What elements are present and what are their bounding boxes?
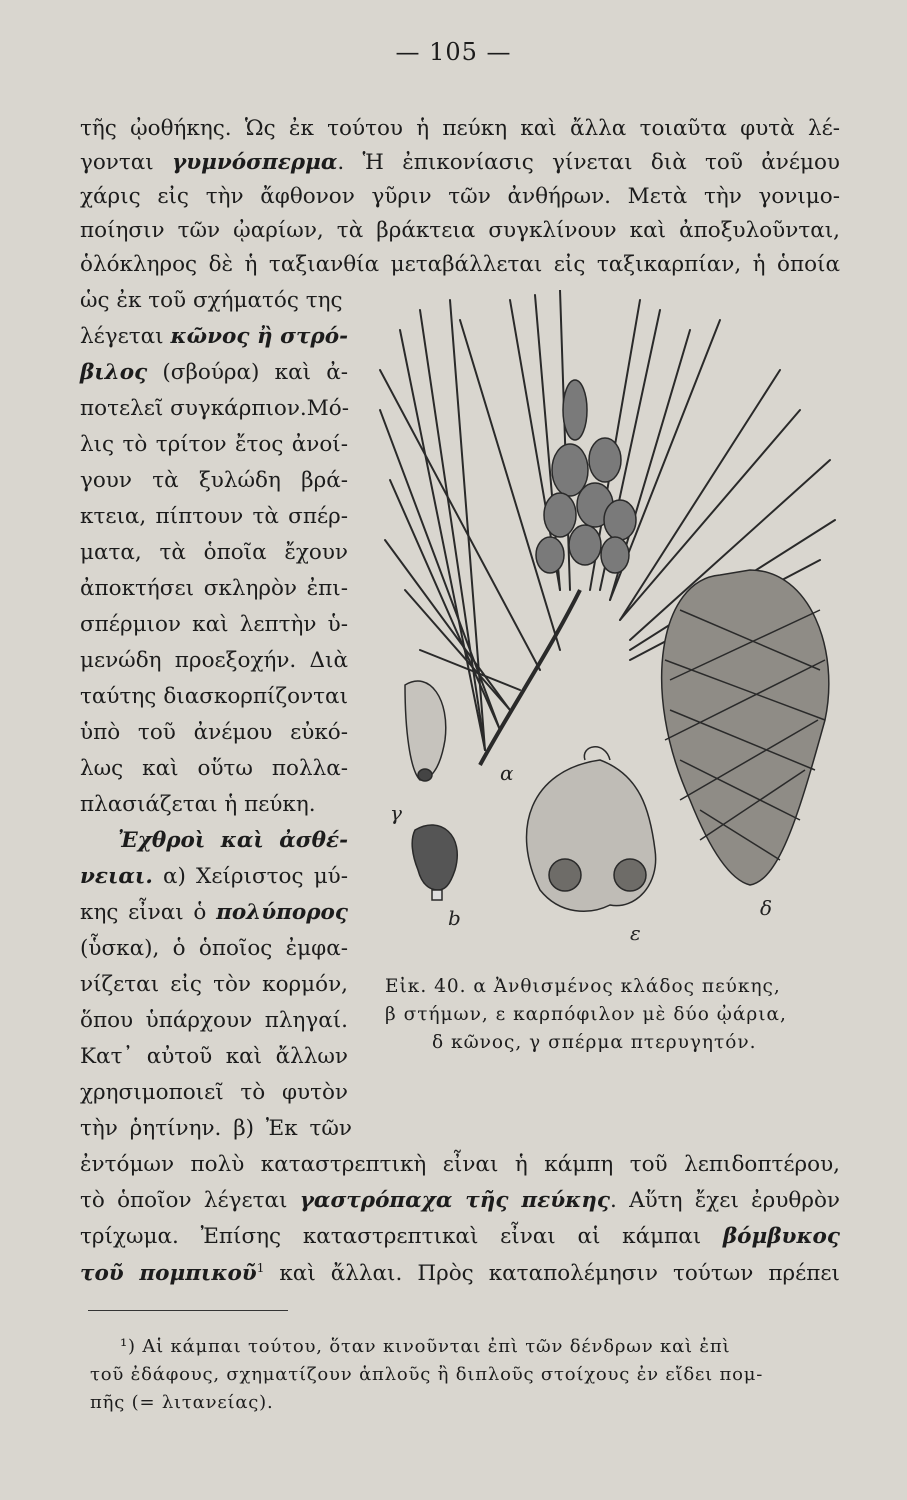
figure-label-g: γ <box>390 801 402 825</box>
body-line-11: γουν τὰ ξυλώδη βρά- <box>80 468 348 493</box>
body-line-27: Κατ᾽ αὐτοῦ καὶ ἄλλων <box>80 1044 348 1069</box>
pine-illustration <box>360 290 850 960</box>
term-pompikou: τοῦ πομπικοῦ <box>80 1261 257 1287</box>
term-bombykos: βόμβυκος <box>722 1224 840 1249</box>
term-polyporos: πολύπορος <box>216 900 348 925</box>
body-line-28: χρησιμοποιεῖ τὸ φυτὸν <box>80 1080 348 1105</box>
body-line-18: ὑπὸ τοῦ ἀνέμου εὐκό- <box>80 720 348 745</box>
figure-caption-line-1: Εἰκ. 40. α Ἀνθισμένος κλάδος πεύκης, <box>385 976 781 997</box>
body-line-7: λέγεται κῶνος ἢ στρό- <box>80 324 348 349</box>
body-line-33: τοῦ πομπικοῦ$^1$ καὶ ἄλλαι. Πρὸς καταπολέμησιν τούτων πρέπει <box>80 1261 840 1287</box>
section-heading-enemies: Ἐχθροὶ καὶ ἀσθέ- <box>118 828 348 853</box>
body-line-31: τὸ ὁποῖον λέγεται γαστρόπαχα τῆς πεύκης. Αὕτη ἔχει ἐρυθρὸν <box>80 1188 840 1213</box>
term-gymnosperma: γυμνόσπερμα <box>172 150 338 175</box>
body-line-10: λις τὸ τρίτον ἔτος ἀνοί- <box>80 432 348 457</box>
term-konos: κῶνος ἢ στρό- <box>170 324 348 349</box>
body-line-2: γονται γυμνόσπερμα. Ἡ ἐπικονίασις γίνεται διὰ τοῦ ἀνέμου <box>80 150 840 175</box>
seed-g <box>405 681 446 781</box>
body-line-26: ὅπου ὑπάρχουν πληγαί. <box>80 1008 348 1033</box>
figure-label-b: b <box>448 906 461 930</box>
body-line-17: ταύτης διασκορπίζονται <box>80 684 348 709</box>
carpel-e <box>527 747 656 911</box>
footnote-line-3: πῆς (= λιτανείας). <box>90 1392 274 1413</box>
body-line-1: τῆς ᾠοθήκης. Ὡς ἐκ τούτου ἡ πεύκη καὶ ἄλλα τοιαῦτα φυτὰ λέ- <box>80 116 840 141</box>
figure-caption-line-2: β στήμων, ε καρπόφιλον μὲ δύο ᾠάρια, <box>385 1004 787 1025</box>
term-strobilos: βιλος <box>80 360 148 385</box>
figure-label-d: δ <box>760 896 773 920</box>
body-line-29: τὴν ῥητίνην. β) Ἐκ τῶν <box>80 1116 352 1141</box>
page-number: — 105 — <box>395 38 512 66</box>
body-line-19: λως καὶ οὕτω πολλα- <box>80 756 348 781</box>
stamen-b <box>412 825 457 900</box>
term-gastropacha: γαστρόπαχα τῆς πεύκης <box>299 1188 610 1213</box>
figure-label-e: ε <box>630 921 641 945</box>
branch-stem <box>480 590 580 765</box>
body-line-25: νίζεται εἰς τὸν κορμόν, <box>80 972 348 997</box>
body-line-24: (ὗσκα), ὁ ὁποῖος ἐμφα- <box>80 936 348 961</box>
body-line-20: πλασιάζεται ἡ πεύκη. <box>80 792 316 817</box>
footnote-line-2: τοῦ ἐδάφους, σχηματίζουν ἁπλοῦς ἢ διπλοῦς στοίχους ἐν εἴδει πομ- <box>90 1364 764 1385</box>
body-line-22: νειαι. α) Χείριστος μύ- <box>80 864 348 889</box>
body-line-3: χάρις εἰς τὴν ἄφθονον γῦριν τῶν ἀνθήρων. Μετὰ τὴν γονιμο- <box>80 184 840 209</box>
body-line-32: τρίχωμα. Ἐπίσης καταστρεπτικαὶ εἶναι αἱ κάμπαι βόμβυκος <box>80 1224 840 1249</box>
body-line-14: ἀποκτήσει σκληρὸν ἐπι- <box>80 576 348 601</box>
body-line-16: μενώδη προεξοχήν. Διὰ <box>80 648 348 673</box>
figure-label-a: α <box>500 761 514 785</box>
body-line-13: ματα, τὰ ὁποῖα ἔχουν <box>80 540 348 565</box>
footnote-rule <box>88 1310 288 1311</box>
footnote-line-1: ¹) Αἱ κάμπαι τούτου, ὅταν κινοῦνται ἐπὶ τῶν δένδρων καὶ ἐπὶ <box>120 1336 731 1357</box>
cone-d <box>662 570 829 885</box>
figure-caption-line-3: δ κῶνος, γ σπέρμα πτερυγητόν. <box>432 1032 757 1053</box>
body-line-4: ποίησιν τῶν ᾠαρίων, τὰ βράκτεια συγκλίνουν καὶ ἀποξυλοῦνται, <box>80 218 840 243</box>
body-line-6: ὡς ἐκ τοῦ σχήματός της <box>80 288 343 313</box>
body-line-15: σπέρμιον καὶ λεπτὴν ὑ- <box>80 612 348 637</box>
body-line-8: βιλος (σβούρα) καὶ ἀ- <box>80 360 348 385</box>
body-line-30: ἐντόμων πολὺ καταστρεπτικὴ εἶναι ἡ κάμπη τοῦ λεπιδοπτέρου, <box>80 1152 840 1177</box>
body-line-23: κης εἶναι ὁ πολύπορος <box>80 900 348 925</box>
body-line-9: ποτελεῖ συγκάρπιον.Μό- <box>80 396 349 421</box>
body-line-5: ὁλόκληρος δὲ ἡ ταξιανθία μεταβάλλεται εἰς ταξικαρπίαν, ἡ ὁποία <box>80 252 840 277</box>
body-line-12: κτεια, πίπτουν τὰ σπέρ- <box>80 504 348 529</box>
